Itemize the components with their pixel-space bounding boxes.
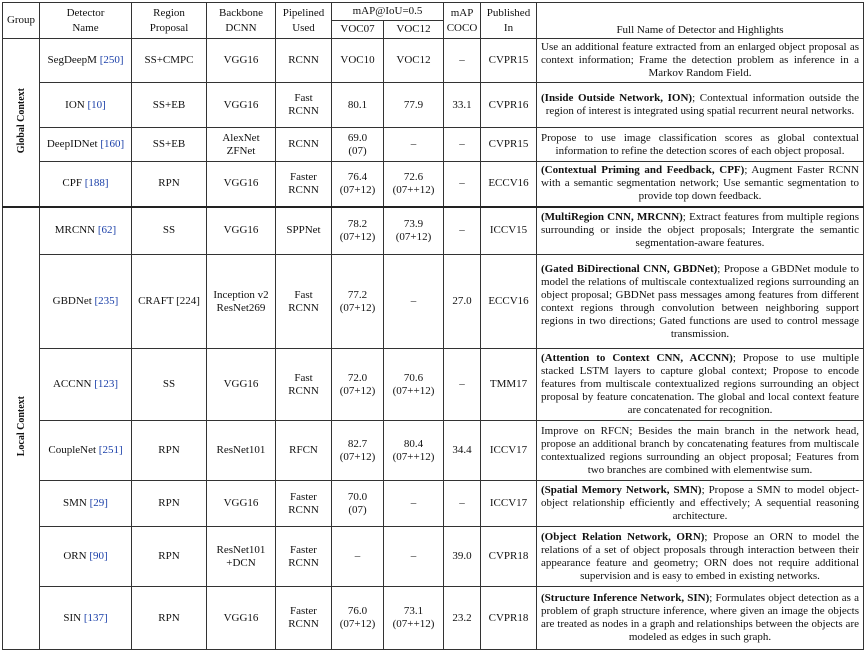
cell-text: Propose to use image classification scores as global contextual information to refine the detection scores of each object proposal. [541, 131, 859, 157]
table-row [3, 207, 864, 255]
citation-link: [235] [94, 295, 119, 307]
highlights [537, 128, 864, 162]
published-in [481, 527, 537, 587]
cell-text: RCNN [288, 384, 319, 397]
published-in [481, 128, 537, 162]
cell-text: ICCV17 [489, 444, 528, 456]
detector-name [40, 128, 132, 162]
cell-text: – [459, 138, 465, 150]
region-proposal [132, 587, 207, 650]
voc12-map [384, 255, 444, 349]
header-pipelined: Pipelined Used [276, 3, 332, 39]
table-row [3, 128, 864, 162]
detector-comparison-table [2, 2, 864, 650]
table-row [3, 255, 864, 349]
cell-text: RCNN [288, 183, 319, 196]
voc12-map [384, 162, 444, 207]
backbone [207, 587, 276, 650]
backbone [207, 39, 276, 83]
backbone [207, 527, 276, 587]
cell-text: – [410, 550, 417, 562]
cell-text: – [459, 177, 465, 190]
coco-map [444, 162, 481, 207]
cell-text: RCNN [288, 105, 319, 117]
cell-text: SMN [63, 497, 87, 509]
voc12-map [384, 39, 444, 83]
cell-text: 27.0 [452, 295, 472, 307]
voc07-map [332, 349, 384, 421]
citation-link: [62] [97, 224, 117, 237]
published-in [481, 162, 537, 207]
coco-map [444, 421, 481, 481]
highlights [537, 349, 864, 421]
voc12-map [384, 207, 444, 255]
cell-text: Fast [294, 371, 313, 384]
voc12-map [384, 128, 444, 162]
cell-text: VGG16 [223, 497, 259, 509]
cell-text: 73.9 [403, 217, 424, 230]
voc12-map [384, 421, 444, 481]
coco-map [444, 83, 481, 128]
cell-text: CRAFT [224] [138, 295, 200, 307]
cell-text: 78.2 [347, 217, 368, 230]
backbone [207, 421, 276, 481]
table-row [3, 162, 864, 207]
citation-link: [10] [87, 98, 106, 111]
cell-text: DeepIDNet [46, 138, 98, 150]
table-row [3, 349, 864, 421]
group-label: Local Context [15, 396, 27, 457]
region-proposal [132, 83, 207, 128]
cell-text: 39.0 [452, 550, 472, 562]
citation-link: [250] [99, 54, 124, 66]
citation-link: [251] [98, 444, 123, 456]
cell-text: RFCN [289, 444, 318, 456]
header-backbone: Backbone DCNN [207, 3, 276, 39]
voc12-map [384, 83, 444, 128]
voc07-map [332, 527, 384, 587]
header-published: Published In [481, 3, 537, 39]
cell-text: TMM17 [489, 378, 528, 390]
group-label-cell [3, 207, 40, 650]
cell-text: 34.4 [452, 444, 472, 456]
cell-text: 82.7 [347, 437, 368, 450]
cell-text: CVPR15 [488, 54, 529, 66]
cell-text: (07++12) [392, 384, 435, 397]
cell-text: SS+EB [152, 98, 186, 111]
coco-map [444, 349, 481, 421]
cell-text: ; Propose a SMN to model object-object relationship efficiently and effectively; A sequential reasoning architecture. [541, 484, 859, 522]
full-name: (Spatial Memory Network, SMN) [541, 484, 702, 496]
pipelined [276, 83, 332, 128]
cell-text: MRCNN [54, 224, 96, 237]
cell-text: (07+12) [395, 230, 432, 243]
cell-text: VGG16 [223, 224, 259, 237]
pipelined [276, 587, 332, 650]
published-in [481, 349, 537, 421]
voc07-map [332, 39, 384, 83]
cell-text: ACCNN [52, 378, 92, 390]
cell-text: – [354, 550, 361, 562]
cell-text: RCNN [288, 556, 319, 569]
published-in [481, 39, 537, 83]
cell-text: RPN [158, 497, 180, 509]
group-label-cell [3, 39, 40, 207]
cell-text: 76.0 [347, 605, 368, 617]
backbone [207, 207, 276, 255]
cell-text: RPN [158, 444, 180, 456]
full-name: (Contextual Priming and Feedback, CPF) [541, 164, 745, 177]
cell-text: Inception v2 [213, 288, 269, 301]
coco-map [444, 39, 481, 83]
cell-text: – [459, 497, 465, 509]
highlights [537, 527, 864, 587]
region-proposal [132, 39, 207, 83]
cell-text: VGG16 [223, 378, 259, 390]
cell-text: CVPR15 [488, 138, 529, 150]
cell-text: ; Propose a GBDNet module to model the relations of multiscale contextualized regions surrounding an object proposal; GBDNet pass messages among features from different context regions through convolution between neighboring support regions in two directions; Gated functions are used to control message transmission. [541, 262, 860, 340]
voc07-map [332, 255, 384, 349]
voc12-map [384, 587, 444, 650]
detector-name [40, 162, 132, 207]
full-name: (MultiRegion CNN, MRCNN) [541, 211, 683, 224]
region-proposal [132, 481, 207, 527]
pipelined [276, 481, 332, 527]
detector-name [40, 421, 132, 481]
cell-text: (07++12) [392, 450, 435, 463]
cell-text: RPN [158, 611, 180, 624]
published-in [481, 481, 537, 527]
cell-text: Use an additional feature extracted from an enlarged object proposal as context information; Frame the detection problem as inference in a Markov Random Field. [541, 41, 859, 79]
cell-text: ; Augment Faster RCNN with a semantic segmentation network; Use semantic segmentation to provide top down feedback. [541, 164, 859, 203]
cell-text: VGG16 [223, 54, 259, 66]
cell-text: ResNet101 [216, 444, 266, 456]
header-map-coco: mAP COCO [444, 3, 481, 39]
cell-text: AlexNet [222, 131, 260, 144]
highlights [537, 481, 864, 527]
coco-map [444, 255, 481, 349]
cell-text: RCNN [288, 503, 319, 516]
pipelined [276, 349, 332, 421]
cell-text: RCNN [288, 54, 319, 66]
cell-text: (07+12) [339, 230, 376, 243]
cell-text: VGG16 [223, 611, 259, 624]
voc07-map [332, 162, 384, 207]
pipelined [276, 128, 332, 162]
cell-text: ICCV15 [489, 224, 528, 237]
citation-link: [160] [100, 138, 125, 150]
detector-name [40, 527, 132, 587]
header-group: Group [3, 3, 40, 39]
citation-link: [29] [89, 497, 108, 509]
published-in [481, 255, 537, 349]
cell-text: 77.9 [403, 98, 424, 111]
group-label: Global Context [15, 87, 27, 153]
coco-map [444, 527, 481, 587]
cell-text: 70.0 [347, 490, 368, 503]
cell-text: 72.6 [403, 170, 424, 183]
cell-text: 76.4 [347, 170, 368, 183]
header-voc12: VOC12 [384, 21, 444, 39]
coco-map [444, 481, 481, 527]
citation-link: [90] [89, 550, 108, 562]
voc07-map [332, 83, 384, 128]
cell-text: CVPR18 [488, 611, 529, 624]
detector-name [40, 83, 132, 128]
cell-text: ION [65, 98, 85, 111]
backbone [207, 255, 276, 349]
cell-text: (07+12) [339, 618, 376, 630]
backbone [207, 481, 276, 527]
table-row [3, 587, 864, 650]
cell-text: – [410, 138, 417, 150]
cell-text: ; Extract features from multiple regions surrounding or inside the object proposals; Intergrate the semantic segmentation-aware features. [541, 211, 859, 250]
cell-text: (07++12) [392, 183, 435, 196]
cell-text: (07+12) [339, 301, 376, 314]
highlights [537, 421, 864, 481]
cell-text: ; Contextual information outside the region of interest is integrated using spatial recurrent neural networks. [545, 92, 859, 117]
cell-text: ResNet101 [216, 543, 266, 556]
pipelined [276, 421, 332, 481]
cell-text: ResNet269 [216, 301, 266, 314]
coco-map [444, 587, 481, 650]
cell-text: RPN [158, 177, 180, 190]
published-in [481, 207, 537, 255]
table-row [3, 481, 864, 527]
cell-text: – [410, 497, 417, 509]
cell-text: ECCV16 [488, 295, 529, 307]
table-row [3, 421, 864, 481]
highlights [537, 207, 864, 255]
detector-name [40, 207, 132, 255]
cell-text: 72.0 [347, 371, 368, 384]
cell-text: (07+12) [339, 384, 376, 397]
cell-text: ; Propose an ORN to model the relations of a set of object proposals through interaction between their appearance feature and geometry; ORN does not require additional supervision and is easy to embed in existing networks. [541, 530, 859, 582]
cell-text: (07+12) [339, 450, 376, 463]
detector-name [40, 39, 132, 83]
cell-text: VOC10 [340, 54, 375, 66]
cell-text: SS [162, 224, 176, 237]
cell-text: CVPR16 [488, 98, 529, 111]
cell-text: Improve on RFCN; Besides the main branch in the network head, propose an additional branch by concatenating features from multiscale contextualized regions surrounding an object proposal; Features from two branches are combined with elementwise sum. [541, 424, 859, 476]
voc12-map [384, 527, 444, 587]
cell-text: SS+CMPC [144, 54, 194, 66]
voc07-map [332, 128, 384, 162]
header-fullname: Full Name of Detector and Highlights [537, 3, 864, 39]
table-row [3, 527, 864, 587]
coco-map [444, 128, 481, 162]
cell-text: +DCN [226, 556, 256, 569]
full-name: (Object Relation Network, ORN) [541, 530, 705, 543]
backbone [207, 162, 276, 207]
voc07-map [332, 421, 384, 481]
cell-text: (07+12) [339, 183, 376, 196]
detector-name [40, 481, 132, 527]
voc12-map [384, 481, 444, 527]
cell-text: 77.2 [347, 288, 368, 301]
table-row [3, 39, 864, 83]
cell-text: 69.0 [347, 131, 368, 144]
cell-text: ; Propose to use multiple stacked LSTM layers to capture global context; Propose to encode features from multiscale contextualized regions surrounding an object proposal by feature concatenation. The global and local context feature are concatenated for recognition. [541, 352, 859, 416]
detector-name [40, 349, 132, 421]
table-body [3, 39, 864, 650]
published-in [481, 587, 537, 650]
cell-text: CoupleNet [48, 444, 97, 456]
cell-text: SS+EB [152, 138, 186, 150]
highlights [537, 83, 864, 128]
header-region: Region Proposal [132, 3, 207, 39]
highlights [537, 255, 864, 349]
cell-text: CVPR18 [488, 550, 529, 562]
region-proposal [132, 207, 207, 255]
cell-text: Faster [290, 543, 317, 556]
pipelined [276, 207, 332, 255]
citation-link: [188] [84, 177, 109, 190]
cell-text: VGG16 [223, 177, 259, 190]
full-name: (Inside Outside Network, ION) [541, 92, 693, 104]
cell-text: ; Formulates object detection as a problem of graph structure inference, where given an image the objects are treated as nodes in a graph and relationships between the objects are modeled as edges in such graph. [541, 592, 859, 643]
cell-text: SPPNet [286, 224, 321, 237]
highlights [537, 162, 864, 207]
cell-text: Fast [294, 92, 313, 104]
pipelined [276, 255, 332, 349]
cell-text: 23.2 [452, 611, 472, 624]
cell-text: – [410, 295, 417, 307]
table-row [3, 83, 864, 128]
backbone [207, 349, 276, 421]
cell-text: 70.6 [403, 371, 424, 384]
cell-text: 80.4 [403, 437, 424, 450]
region-proposal [132, 162, 207, 207]
region-proposal [132, 527, 207, 587]
cell-text: CPF [62, 177, 82, 190]
cell-text: SIN [63, 611, 82, 624]
cell-text: – [459, 378, 465, 390]
published-in [481, 421, 537, 481]
cell-text: Faster [290, 170, 317, 183]
voc07-map [332, 587, 384, 650]
cell-text: (07) [348, 144, 367, 157]
cell-text: VOC12 [396, 54, 431, 66]
header-map-voc: mAP@IoU=0.5 [332, 3, 444, 21]
pipelined [276, 162, 332, 207]
cell-text: RPN [158, 550, 180, 562]
cell-text: ECCV16 [488, 177, 529, 190]
cell-text: Fast [294, 288, 313, 301]
full-name: (Attention to Context CNN, ACCNN) [541, 352, 733, 364]
cell-text: 33.1 [452, 98, 472, 111]
voc07-map [332, 207, 384, 255]
backbone [207, 128, 276, 162]
cell-text: (07) [348, 503, 367, 516]
cell-text: ZFNet [226, 144, 256, 157]
highlights [537, 587, 864, 650]
published-in [481, 83, 537, 128]
detector-name [40, 255, 132, 349]
cell-text: ICCV17 [489, 497, 528, 509]
cell-text: 80.1 [347, 98, 368, 111]
pipelined [276, 39, 332, 83]
cell-text: GBDNet [52, 295, 92, 307]
header-voc07: VOC07 [332, 21, 384, 39]
cell-text: 73.1 [403, 605, 424, 617]
cell-text: ORN [63, 550, 87, 562]
pipelined [276, 527, 332, 587]
cell-text: Faster [290, 490, 317, 503]
cell-text: RCNN [288, 301, 319, 314]
region-proposal [132, 255, 207, 349]
cell-text: (07++12) [392, 618, 435, 630]
backbone [207, 83, 276, 128]
detector-name [40, 587, 132, 650]
header-detector: Detector Name [40, 3, 132, 39]
region-proposal [132, 128, 207, 162]
cell-text: Faster [290, 605, 317, 617]
voc07-map [332, 481, 384, 527]
cell-text: – [459, 54, 465, 66]
voc12-map [384, 349, 444, 421]
highlights [537, 39, 864, 83]
cell-text: RCNN [288, 618, 319, 630]
full-name: (Gated BiDirectional CNN, GBDNet) [541, 262, 718, 275]
cell-text: VGG16 [223, 98, 259, 111]
region-proposal [132, 421, 207, 481]
coco-map [444, 207, 481, 255]
cell-text: SegDeepM [47, 54, 97, 66]
full-name: (Structure Inference Network, SIN) [541, 592, 710, 604]
citation-link: [137] [83, 611, 108, 624]
cell-text: RCNN [288, 138, 319, 150]
citation-link: [123] [94, 378, 119, 390]
cell-text: – [459, 224, 465, 237]
region-proposal [132, 349, 207, 421]
cell-text: SS [162, 378, 176, 390]
